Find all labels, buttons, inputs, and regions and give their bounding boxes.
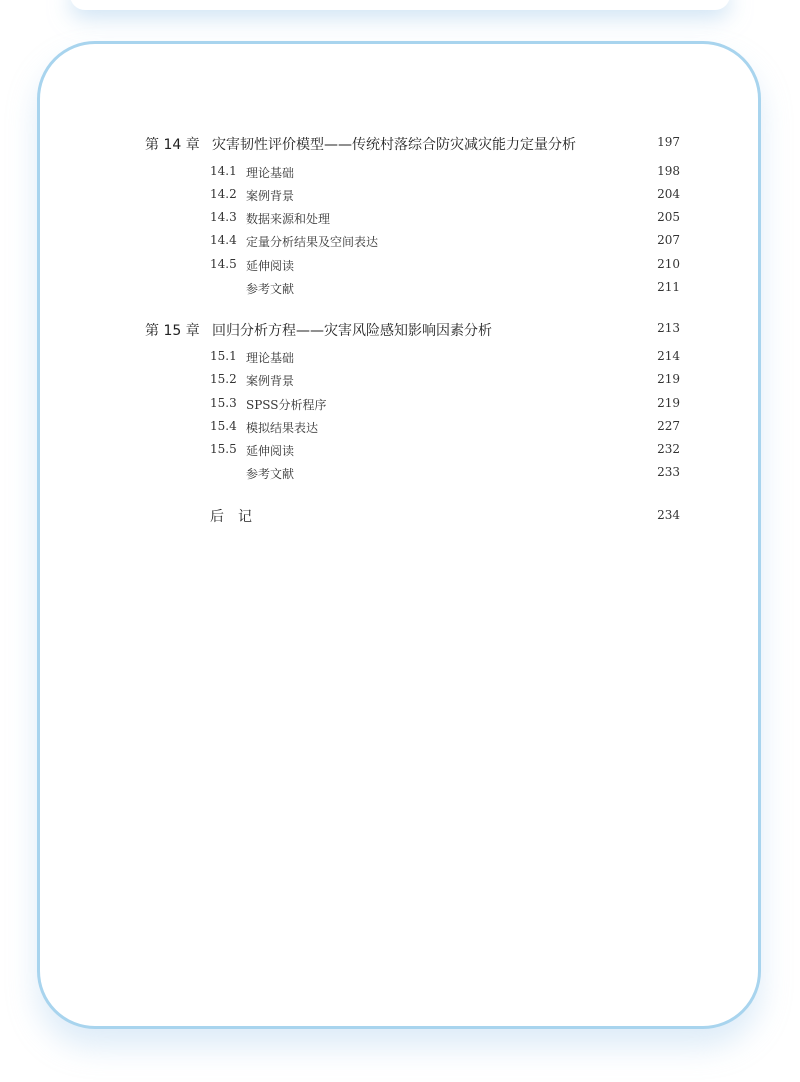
section-number: 15.4: [210, 419, 237, 433]
chapter-title: 灾害韧性评价模型——传统村落综合防灾减灾能力定量分析: [212, 137, 576, 153]
section-number: 15.1: [210, 349, 237, 363]
page-number: 211: [657, 280, 680, 294]
section-title: 定量分析结果及空间表达: [246, 235, 379, 249]
page-number: 205: [657, 210, 680, 224]
chapter-14-heading[interactable]: [145, 134, 680, 154]
toc-entry[interactable]: [210, 210, 680, 228]
page-number: 232: [657, 442, 680, 456]
toc-entry[interactable]: [210, 396, 680, 414]
page-number: 204: [657, 187, 680, 201]
page-number: 227: [657, 419, 680, 433]
page-number: 197: [657, 135, 680, 149]
section-title: 延伸阅读: [246, 444, 295, 458]
section-number: 14.2: [210, 187, 237, 201]
section-title: 数据来源和处理: [246, 212, 331, 226]
page-number: 233: [657, 465, 680, 479]
section-number: 15.2: [210, 372, 237, 386]
section-number: 14.4: [210, 233, 237, 247]
chapter-title: 回归分析方程——灾害风险感知影响因素分析: [212, 323, 492, 339]
section-title: SPSS分析程序: [246, 398, 327, 412]
page-number: 214: [657, 349, 680, 363]
page-number: 219: [657, 372, 680, 386]
afterword-entry[interactable]: [210, 506, 680, 526]
section-title: 模拟结果表达: [246, 421, 319, 435]
toc-entry[interactable]: [210, 442, 680, 460]
chapter-15-heading[interactable]: [145, 320, 680, 340]
toc-entry[interactable]: [210, 419, 680, 437]
section-number: 14.1: [210, 164, 237, 178]
section-title: 参考文献: [246, 467, 295, 481]
page-number: 198: [657, 164, 680, 178]
chapter-number: 第 15 章: [145, 323, 200, 339]
section-title: 理论基础: [246, 351, 295, 365]
section-number: 15.5: [210, 442, 237, 456]
toc-entry[interactable]: [210, 233, 680, 251]
page-number: 234: [657, 508, 680, 522]
toc-entry[interactable]: [210, 187, 680, 205]
page-number: 213: [657, 321, 680, 335]
afterword-title: 后记: [210, 509, 266, 525]
toc-entry[interactable]: [210, 280, 680, 298]
page-number: 210: [657, 257, 680, 271]
section-number: 14.3: [210, 210, 237, 224]
section-title: 参考文献: [246, 282, 295, 296]
section-number: 14.5: [210, 257, 237, 271]
toc-entry[interactable]: [210, 465, 680, 483]
top-card-shadow: [70, 0, 730, 10]
page-number: 207: [657, 233, 680, 247]
section-number: 15.3: [210, 396, 237, 410]
section-title: 延伸阅读: [246, 259, 295, 273]
toc-entry[interactable]: [210, 164, 680, 182]
toc-entry[interactable]: [210, 257, 680, 275]
toc-entry[interactable]: [210, 372, 680, 390]
section-title: 理论基础: [246, 166, 295, 180]
chapter-number: 第 14 章: [145, 137, 200, 153]
section-title: 案例背景: [246, 374, 295, 388]
page-number: 219: [657, 396, 680, 410]
toc-entry[interactable]: [210, 349, 680, 367]
section-title: 案例背景: [246, 189, 295, 203]
